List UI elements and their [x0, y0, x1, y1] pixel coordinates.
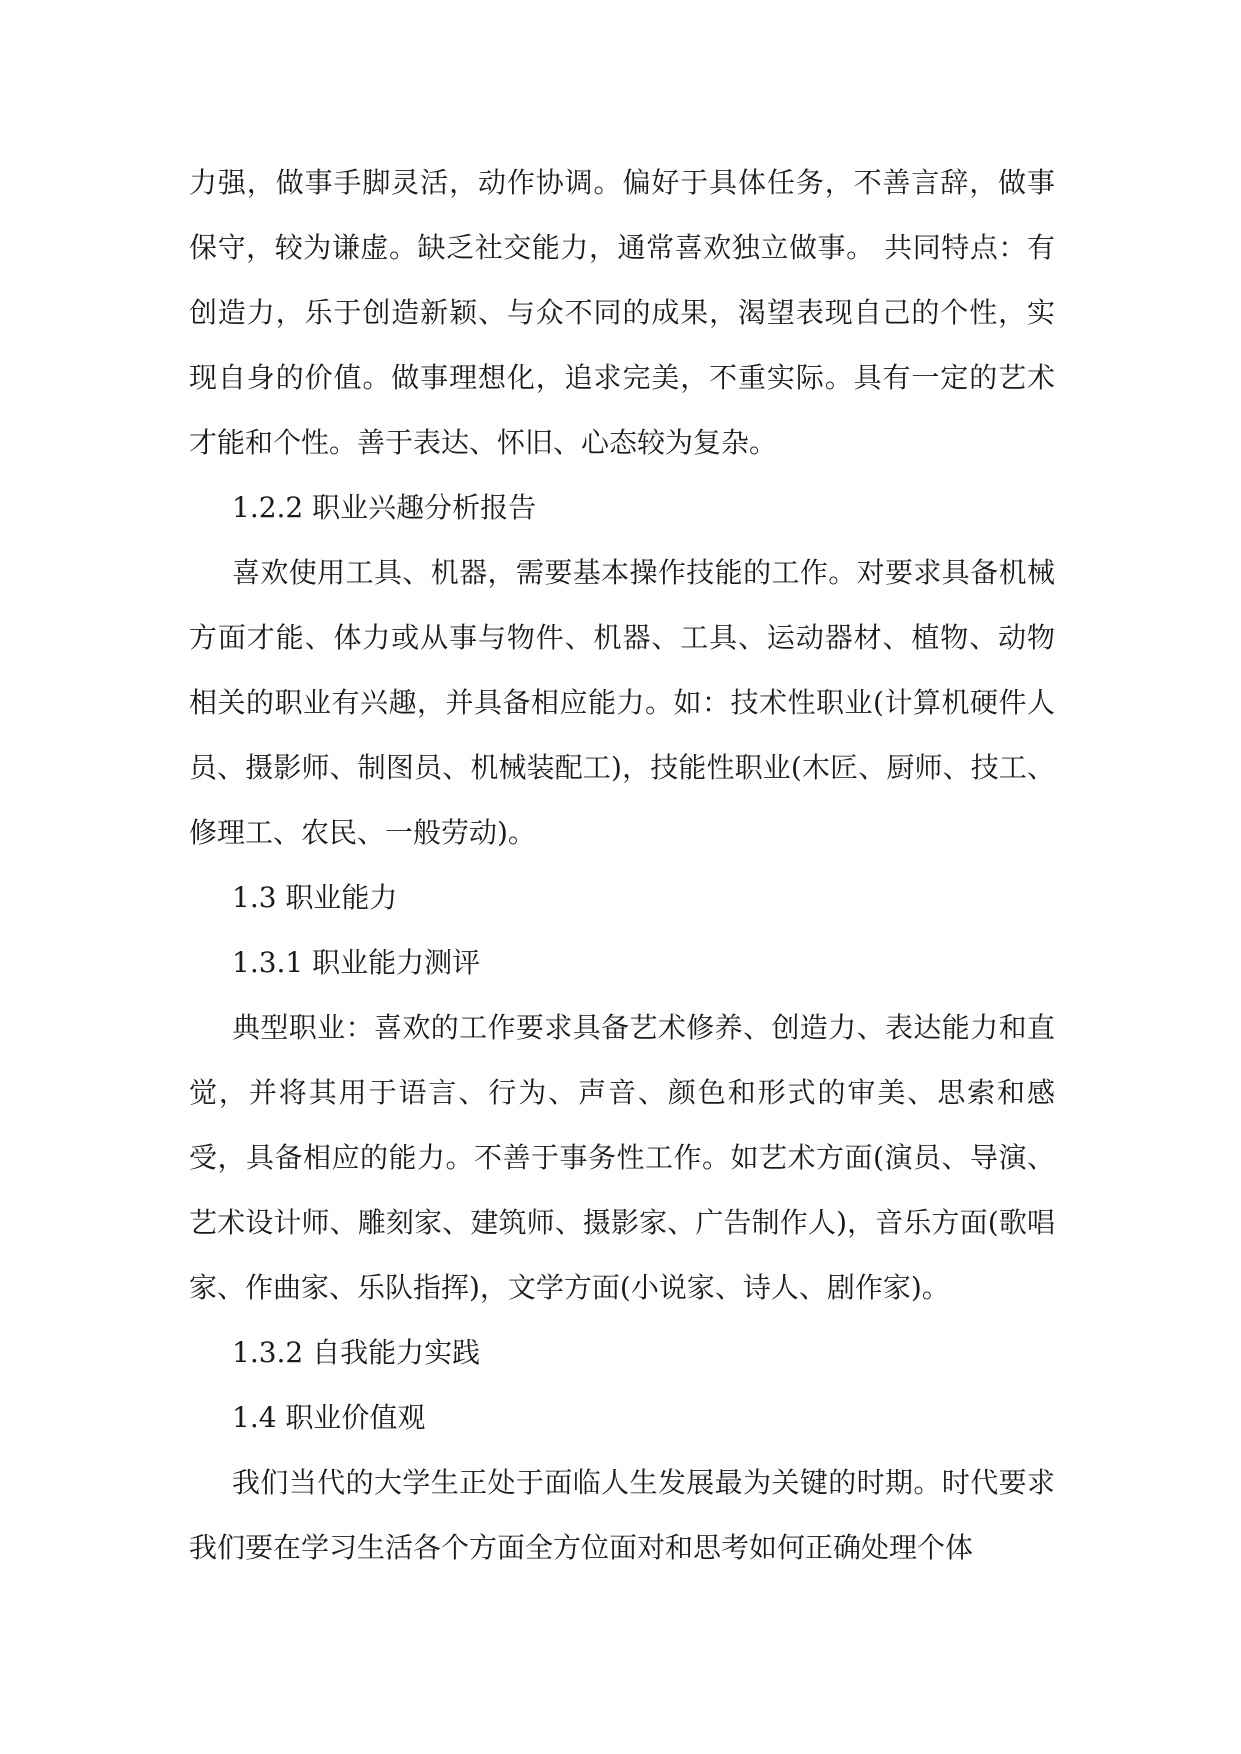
section-heading-1-3-1: 1.3.1 职业能力测评 — [232, 946, 481, 979]
section-heading-1-3-2: 1.3.2 自我能力实践 — [232, 1336, 481, 1369]
body-paragraph: 我们当代的大学生正处于面临人生发展最为关键的时期。时代要求我们要在学习生活各个方面全方位面对和思考如何正确处理个体 — [189, 1466, 1055, 1564]
section-heading-1-2-2: 1.2.2 职业兴趣分析报告 — [232, 491, 537, 524]
body-paragraph: 喜欢使用工具、机器，需要基本操作技能的工作。对要求具备机械方面才能、体力或从事与物件、机器、工具、运动器材、植物、动物相关的职业有兴趣，并具备相应能力。如：技术性职业(计算机硬件人员、摄影师、制图员、机械装配工)，技能性职业(木匠、厨师、技工、修理工、农民、一般劳动)。 — [189, 556, 1055, 849]
body-paragraph: 力强，做事手脚灵活，动作协调。偏好于具体任务，不善言辞，做事保守，较为谦虚。缺乏社交能力，通常喜欢独立做事。 共同特点：有创造力，乐于创造新颖、与众不同的成果，渴望表现自己的个性，实现自身的价值。做事理想化，追求完美，不重实际。具有一定的艺术才能和个性。善于表达、怀旧、心态较为复杂。 — [189, 166, 1055, 459]
document-page — [189, 150, 1055, 1580]
body-paragraph: 典型职业：喜欢的工作要求具备艺术修养、创造力、表达能力和直觉，并将其用于语言、行为、声音、颜色和形式的审美、思索和感受，具备相应的能力。不善于事务性工作。如艺术方面(演员、导演、艺术设计师、雕刻家、建筑师、摄影家、广告制作人)，音乐方面(歌唱家、作曲家、乐队指挥)，文学方面(小说家、诗人、剧作家)。 — [189, 1011, 1055, 1304]
section-heading-1-4: 1.4 职业价值观 — [232, 1401, 426, 1434]
section-heading-1-3: 1.3 职业能力 — [232, 881, 398, 914]
